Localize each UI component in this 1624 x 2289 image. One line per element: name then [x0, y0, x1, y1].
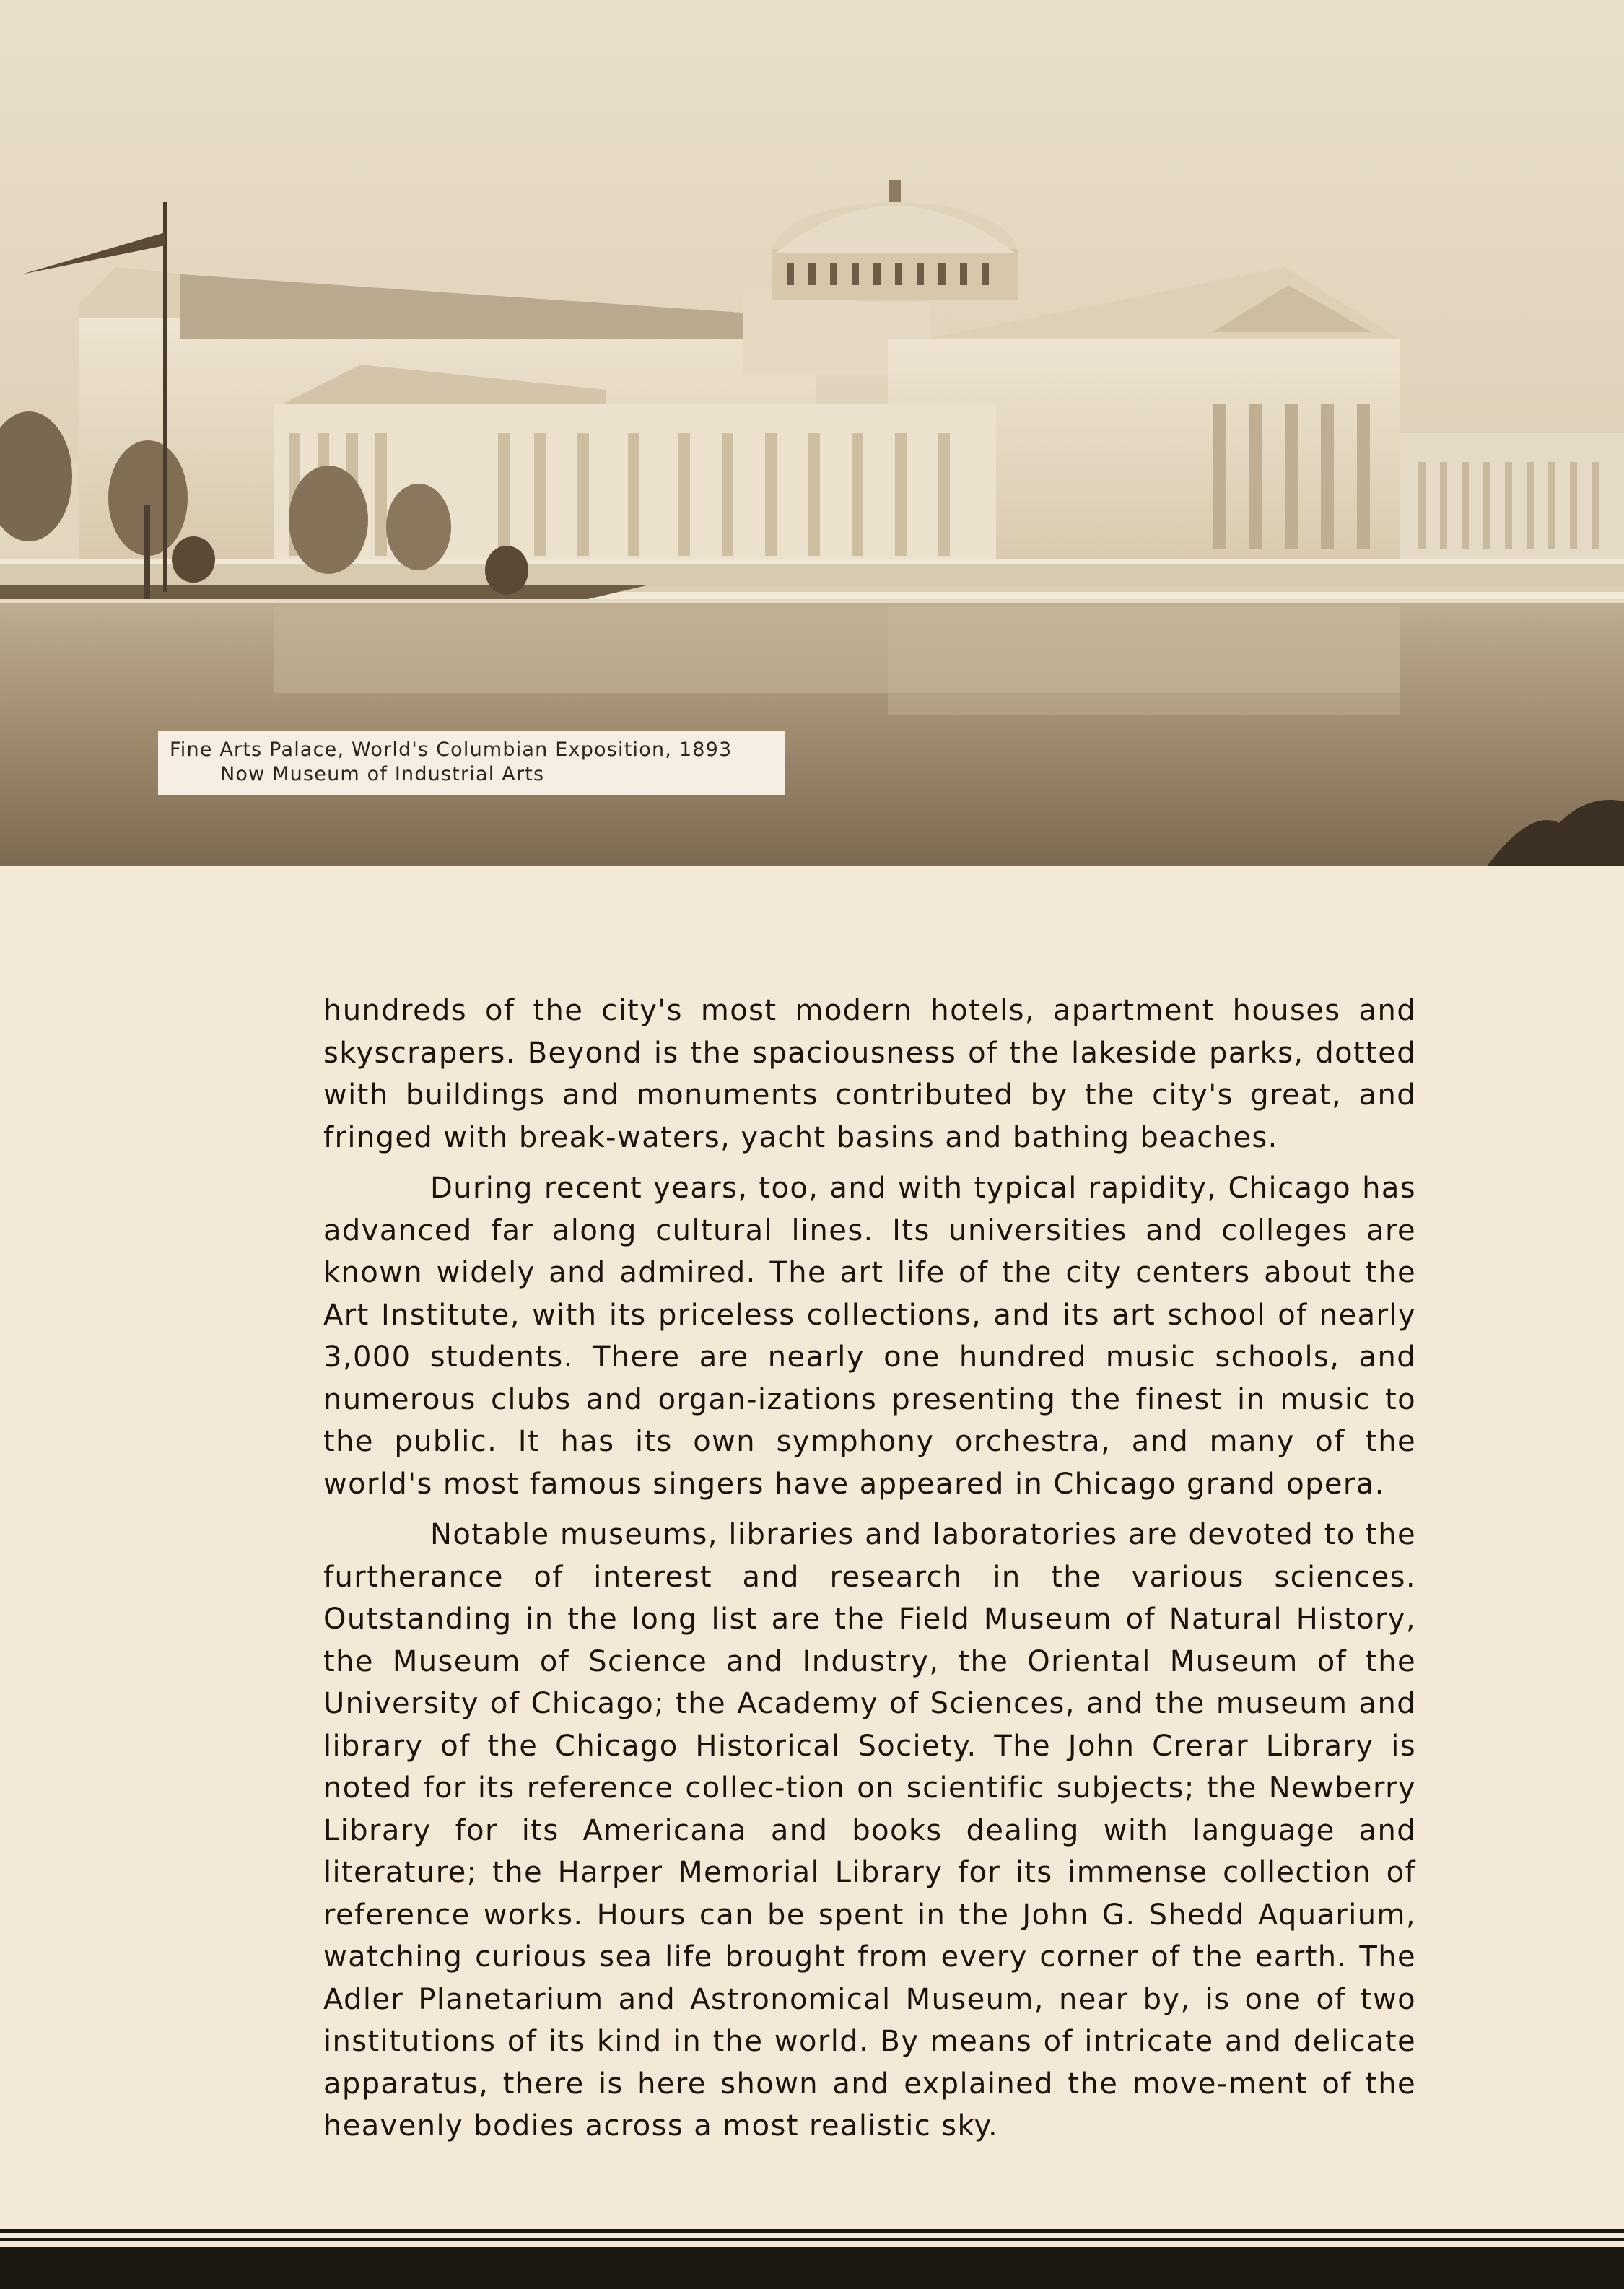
- footer-rule-middle: [0, 2238, 1624, 2241]
- footer-rule-top: [0, 2229, 1624, 2233]
- caption-title: Fine Arts Palace, World's Columbian Exposition, 1893: [170, 738, 733, 761]
- paragraph-2: During recent years, too, and with typical rapidity, Chicago has advanced far along cultural lines. Its universities and colleges are known widely and admired. The art life of the city centers about the Art Institute, with its priceless collections, and its art school of nearly 3,000 students. There are nearly one hundred music schools, and numerous clubs and organ-izations presenting the finest in music to the public. It has its own symphony orchestra, and many of the world's most famous singers have appeared in Chicago grand opera.: [323, 1172, 1416, 1501]
- caption-subtitle: Now Museum of Industrial Arts: [220, 763, 545, 785]
- paragraph-3: Notable museums, libraries and laboratories are devoted to the furtherance of interest and research in the various sciences. Outstanding in the long list are the Field Museum of Natural History, the Museum of Science and Industry, the Oriental Museum of the University of Chicago; the Academy of Sciences, and the museum and library of the Chicago Historical Society. The John Crerar Library is noted for its reference collec-tion on scientific subjects; the Newberry Library for its Americana and books dealing with language and literature; the Harper Memorial Library for its immense collection of reference works. Hours can be spent in the John G. Shedd Aquarium, watching curious sea life brought from every corner of the earth. The Adler Planetarium and Astronomical Museum, near by, is one of two institutions of its kind in the world. By means of intricate and delicate apparatus, there is here shown and explained the move-ment of the heavenly bodies across a most realistic sky.: [323, 1518, 1416, 2142]
- paragraph-1: hundreds of the city's most modern hotels, apartment houses and skyscrapers. Beyond is the spaciousness of the lakeside parks, dotted with buildings and monuments contributed by the city's great, and fringed with break-waters, yacht basins and bathing beaches.: [323, 994, 1416, 1154]
- exposition-photograph: [0, 0, 1624, 866]
- photo-caption: [158, 731, 785, 795]
- footer-band: [0, 2247, 1624, 2289]
- article-body: [323, 990, 1416, 2156]
